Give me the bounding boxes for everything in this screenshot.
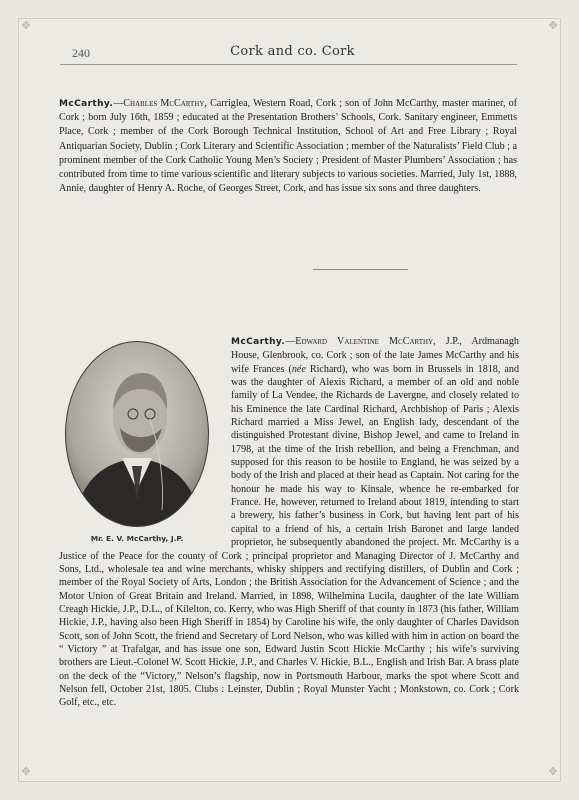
entry-heading: McCarthy. bbox=[231, 337, 286, 347]
corner-ornament-icon: ✥ bbox=[21, 20, 31, 32]
header-rule bbox=[60, 64, 517, 65]
page-number: 240 bbox=[72, 46, 90, 60]
corner-ornament-icon: ✥ bbox=[21, 766, 31, 778]
nee-italic: née bbox=[291, 363, 306, 375]
running-title: Cork and co. Cork bbox=[230, 44, 355, 59]
portrait-caption: Mr. E. V. McCarthy, J.P. bbox=[90, 534, 184, 543]
entry-name: —Edward Valentine McCarthy, bbox=[285, 336, 436, 347]
entry-edward-valentine-mccarthy bbox=[59, 335, 519, 710]
entry-body: J.P., Ardmanagh House, Glenbrook, co. Cork ; son of the late James McCarthy and his wife Frances ( bbox=[231, 336, 519, 375]
portrait-float-spacer bbox=[59, 335, 231, 549]
page-header bbox=[68, 44, 517, 64]
entry-charles-mccarthy bbox=[59, 97, 517, 196]
corner-ornament-icon: ✥ bbox=[548, 766, 558, 778]
entry-name: —Charles McCarthy, bbox=[113, 98, 207, 109]
section-divider bbox=[313, 269, 408, 270]
entry-heading: McCarthy. bbox=[59, 99, 114, 109]
entry-body-continued: Richard), who was born in Brussels in 1818, and was the daughter of Alexis Richard, a member of an old and noble family of La Vendee, the Richards de Lavergne, and closely related to his Eminence the late Cardinal Richard, Archbishop of Paris ; Alexis Richard married a Miss Jewel, an English lady, descendant of the distinguished Protestant divine, Bishop Jewel, and came to Ireland in 1798, at the time of the Irish rebellion, and being a Frenchman, and supposed for this reason to be hostile to England, he was seized by a body of the Irish and placed at their head as Captain. Not caring for the honour he made his way to Kinsale, whence he re-embarked for France. He, however, returned to Ireland about 1819, intending to start a brewery, his father’s business in Cork, but having lent part of his capital to a friend of his, a certain Irish Baronet and large landed proprietor, he subsequently abandoned the project. Mr. McCarthy is a Justice of the Peace for the county of Cork ; principal proprietor and Managing Director of J. McCarthy and Sons, Ltd., wholesale tea and wine merchants, whisky shippers and rectifying distillers, of Dublin and Cork ; member of the Royal Society of Arts, London ; the British Association for the Advancement of Science ; and the Motor Union of Great Britain and Ireland. Married, in 1898, Wilhelmina Lucila, daughter of the late William Creagh Hickie, J.P., D.L., of Kilelton, co. Kerry, who was High Sheriff of that county in 1873 (his father, William Hickie, J.P., having also been High Sheriff in 1854) by Caroline his wife, the only daughter of Charles Davidson Scott, son of John Scott, the friend and Secretary of Lord Nelson, who was killed with him in action on board the “ Victory ” at Trafalgar, and has issue one son, Edward Justin Scott Hickie McCarthy ; his wife’s surviving brothers are Lieut.-Colonel W. Scott Hickie, J.P., and Charles V. Hickie, B.L., English and Irish Bar. A brass plate on the deck of the “Victory,” Nelson’s flagship, now in Portsmouth Harbour, marks the spot where Scott and Nelson fell, October 21st, 1805. Clubs : Leinster, Dublin ; Royal Munster Yacht ; Monkstown, co. Cork ; Cork Golf, etc., etc. bbox=[59, 363, 520, 709]
corner-ornament-icon: ✥ bbox=[548, 20, 558, 32]
entry-body: Carriglea, Western Road, Cork ; son of John McCarthy, master mariner, of Cork ; born July 16th, 1859 ; educated at the Presentation Brothers’ Schools, Cork. Sanitary engineer, Emmetts Place, Cork ; member of the Cork Borough Technical Institution, School of Art and Free Library ; Royal Antiquarian Society, Dublin ; Cork Literary and Scientific Association ; member of the Naturalists’ Field Club ; a prominent member of the Cork Catholic Young Men’s Society ; President of Master Plumbers’ Association ; has contributed from time to time various scientific and literary subjects to various societies. Married, July 1st, 1888, Annie, daughter of Henry A. Roche, of Georges Street, Cork, and has issue six sons and three daughters. bbox=[59, 98, 517, 195]
